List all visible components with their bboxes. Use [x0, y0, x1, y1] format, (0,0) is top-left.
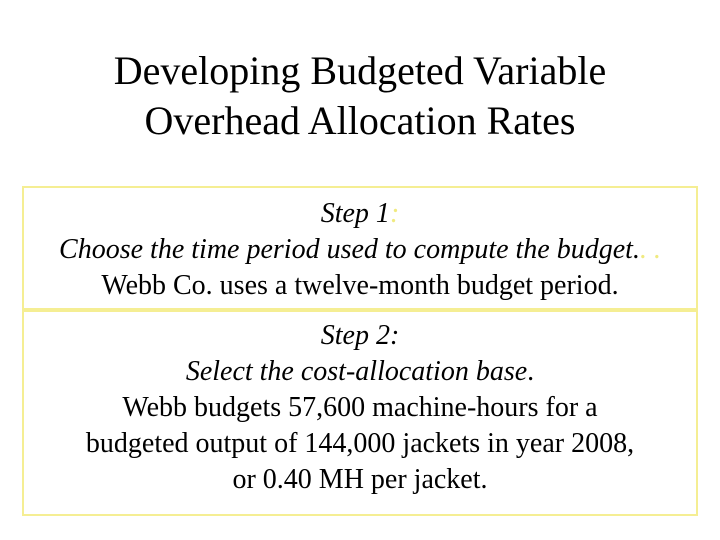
step-2-detail-line-3: or 0.40 MH per jacket.	[232, 464, 488, 495]
step-1-heading-colon: :	[389, 198, 400, 229]
step-1-heading-text: Step 1	[320, 198, 390, 229]
step-2-instruction-text: Select the cost-allocation base	[185, 356, 528, 387]
step-2-heading: Step 2:	[320, 320, 400, 351]
step-1-box	[22, 186, 698, 310]
step-1-instruction	[0, 232, 720, 268]
step-1-instruction-text: Choose the time period used to compute the budget.	[59, 234, 640, 265]
slide-title-line-2: Overhead Allocation Rates	[144, 98, 576, 143]
slide-title	[0, 46, 720, 146]
step-1-instruction-trail: . .	[639, 234, 661, 265]
step-2-instruction-period: .	[527, 356, 535, 387]
step-2-instruction	[24, 354, 696, 390]
step-2-box	[22, 310, 698, 516]
step-1-heading	[24, 196, 696, 232]
step-2-detail-line-2: budgeted output of 144,000 jackets in year 2008,	[85, 428, 635, 459]
step-1-detail: Webb Co. uses a twelve-month budget period.	[101, 270, 619, 301]
slide-title-line-1: Developing Budgeted Variable	[113, 48, 607, 93]
step-2-detail-line-1: Webb budgets 57,600 machine-hours for a	[122, 392, 598, 423]
